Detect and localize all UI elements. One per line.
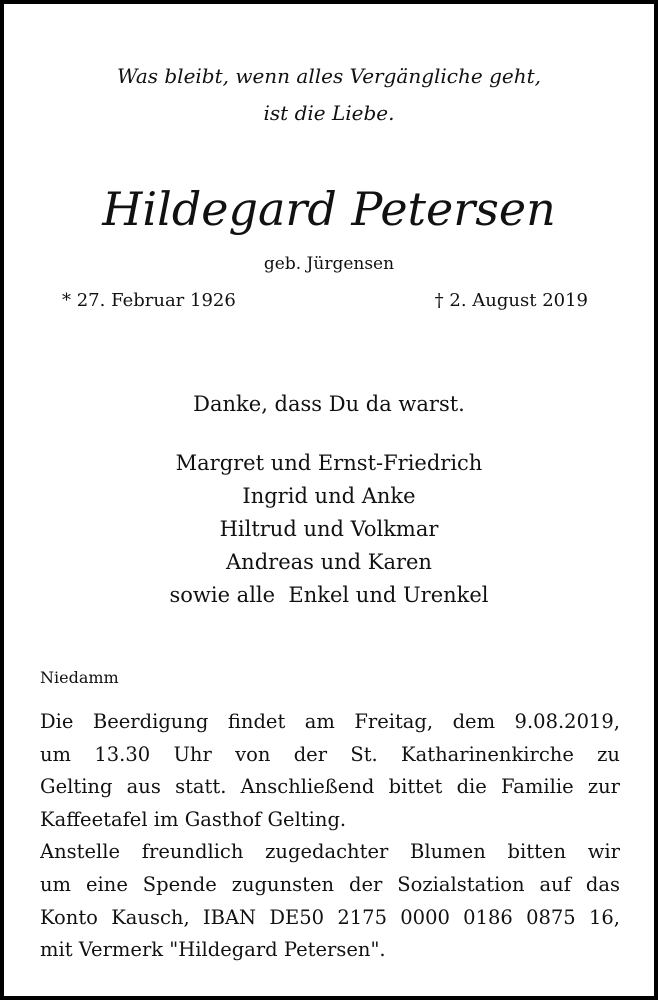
paragraph-line: mit Vermerk "Hildegard Petersen".: [40, 938, 386, 962]
family-line: Hiltrud und Volkmar: [219, 517, 439, 541]
paragraph-line: Die Beerdigung findet am Freitag, dem 9.08.2019,: [40, 710, 620, 733]
paragraph-line: Anstelle freundlich zugedachter Blumen bitten wir: [40, 840, 620, 864]
paragraph-line: um eine Spende zugunsten der Sozialstation auf das: [40, 872, 620, 896]
funeral-details: [40, 706, 620, 967]
paragraph-line: Kaffeetafel im Gasthof Gelting.: [40, 807, 347, 831]
paragraph-line: um 13.30 Uhr von der St. Katharinenkirche zu: [40, 742, 620, 766]
place: Niedamm: [40, 668, 119, 687]
maiden-name: geb. Jürgensen: [263, 254, 395, 274]
family-line: Ingrid und Anke: [242, 484, 416, 508]
family-line: Andreas und Karen: [226, 550, 432, 574]
family-line: Margret und Ernst-Friedrich: [175, 451, 483, 475]
paragraph-line: Gelting aus statt. Anschließend bittet die Familie zur: [40, 775, 620, 799]
death-date: † 2. August 2019: [434, 290, 588, 311]
family-line: sowie alle Enkel und Urenkel: [169, 583, 489, 607]
birth-date: * 27. Februar 1926: [62, 290, 236, 311]
quote-line-2: ist die Liebe.: [263, 101, 395, 125]
paragraph-line: Konto Kausch, IBAN DE50 2175 0000 0186 0875 16,: [40, 905, 620, 929]
thanks-line: Danke, dass Du da warst.: [193, 392, 465, 416]
deceased-name: Hildegard Petersen: [102, 182, 556, 236]
quote-line-1: Was bleibt, wenn alles Vergängliche geht,: [117, 64, 541, 88]
